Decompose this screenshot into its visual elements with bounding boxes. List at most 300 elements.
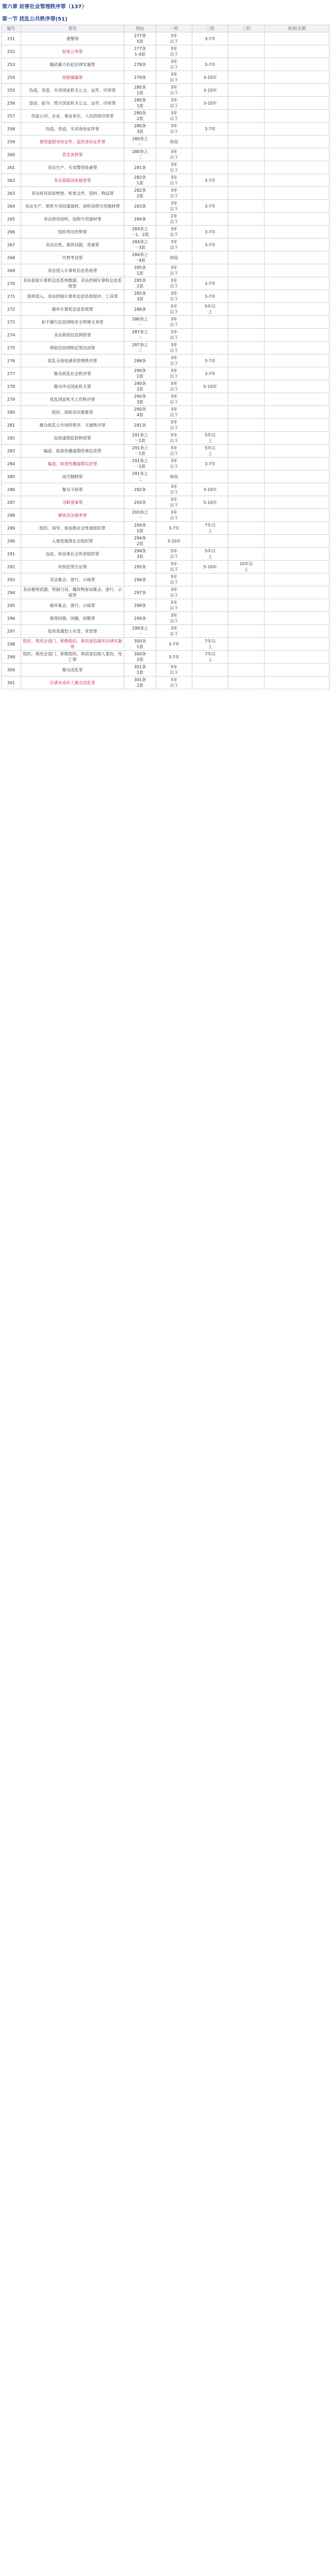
cell-tier-2: 5年以 上 bbox=[192, 548, 228, 561]
header-cell: 刑法 bbox=[124, 25, 156, 32]
cell-number: 296 bbox=[2, 612, 21, 625]
cell-tier-1: 3年 以下 bbox=[156, 123, 192, 135]
cell-tier-3 bbox=[228, 535, 265, 548]
cell-number: 262 bbox=[2, 174, 21, 187]
cell-death-life bbox=[265, 676, 329, 689]
table-row bbox=[2, 393, 329, 406]
cell-death-life bbox=[265, 535, 329, 548]
cell-number: 257 bbox=[2, 110, 21, 123]
cell-tier-3 bbox=[228, 393, 265, 406]
cell-death-life bbox=[265, 548, 329, 561]
cell-crime-name: 破坏计算机信息系统罪 bbox=[21, 303, 124, 316]
cell-tier-2: 3-7年 bbox=[192, 290, 228, 303]
cell-number: 279 bbox=[2, 393, 21, 406]
table-row bbox=[2, 367, 329, 380]
cell-tier-3 bbox=[228, 135, 265, 148]
cell-crime-name: 伪造公司、企业、事业单位、人民团体印章罪 bbox=[21, 110, 124, 123]
cell-death-life bbox=[265, 45, 329, 58]
table-row bbox=[2, 483, 329, 496]
cell-death-life bbox=[265, 561, 329, 573]
cell-article: 290条 4款 bbox=[124, 406, 156, 419]
table-row bbox=[2, 123, 329, 135]
cell-article: 280条 1款 bbox=[124, 84, 156, 97]
table-row bbox=[2, 342, 329, 354]
table-row bbox=[2, 316, 329, 329]
cell-article: 297条 bbox=[124, 586, 156, 599]
cell-tier-3 bbox=[228, 638, 265, 651]
cell-tier-2 bbox=[192, 187, 228, 200]
cell-tier-1: 3年 以下 bbox=[156, 367, 192, 380]
cell-number: 297 bbox=[2, 625, 21, 638]
cell-article: 291条之 二 bbox=[124, 470, 156, 483]
table-row bbox=[2, 651, 329, 664]
cell-crime-name: 聚众扰乱公共场所秩序、交通秩序罪 bbox=[21, 419, 124, 432]
cell-death-life bbox=[265, 612, 329, 625]
cell-number: 268 bbox=[2, 251, 21, 264]
cell-tier-2: 5年以 上 bbox=[192, 432, 228, 445]
cell-tier-2: 3-7年 bbox=[192, 123, 228, 135]
cell-tier-2: 3-7年 bbox=[192, 457, 228, 470]
cell-crime-name: 非法出售、提供试题、答案罪 bbox=[21, 239, 124, 251]
cell-tier-2: 3-7年 bbox=[192, 239, 228, 251]
cell-tier-3 bbox=[228, 226, 265, 239]
cell-tier-2 bbox=[192, 599, 228, 612]
cell-death-life bbox=[265, 264, 329, 277]
cell-crime-name: 组织、领导、参加黑社会性质组织罪 bbox=[21, 522, 124, 535]
table-row bbox=[2, 664, 329, 676]
cell-tier-3 bbox=[228, 470, 265, 483]
cell-tier-2: 3-7年 bbox=[192, 226, 228, 239]
cell-crime-name: 伪造、变造、买卖身份证件罪 bbox=[21, 123, 124, 135]
cell-number: 276 bbox=[2, 354, 21, 367]
cell-number: 290 bbox=[2, 535, 21, 548]
cell-death-life bbox=[265, 135, 329, 148]
cell-number: 282 bbox=[2, 432, 21, 445]
cell-tier-2: 3-7年 bbox=[192, 200, 228, 213]
cell-tier-2 bbox=[192, 419, 228, 432]
cell-crime-name: 提供侵入、非法控制计算机信息系统程序、工具罪 bbox=[21, 290, 124, 303]
cell-tier-1: 3年 以下 bbox=[156, 316, 192, 329]
cell-death-life bbox=[265, 226, 329, 239]
cell-crime-name: 代替考试罪 bbox=[21, 251, 124, 264]
cell-tier-2: 5-10年 bbox=[192, 380, 228, 393]
cell-number: 251 bbox=[2, 32, 21, 45]
cell-tier-3 bbox=[228, 239, 265, 251]
cell-tier-2: 7年以 上 bbox=[192, 638, 228, 651]
table-row bbox=[2, 32, 329, 45]
cell-tier-1: 3年 以下 bbox=[156, 329, 192, 342]
cell-crime-name: 非法集会、游行、示威罪 bbox=[21, 573, 124, 586]
cell-number: 261 bbox=[2, 161, 21, 174]
cell-number: 264 bbox=[2, 200, 21, 213]
cell-number: 300 bbox=[2, 664, 21, 676]
cell-article: 280条之 二 bbox=[124, 148, 156, 161]
cell-tier-2: 5-10年 bbox=[192, 561, 228, 573]
cell-death-life bbox=[265, 393, 329, 406]
cell-crime-name: 冒名顶替罪 bbox=[21, 148, 124, 161]
cell-number: 267 bbox=[2, 239, 21, 251]
cell-death-life bbox=[265, 58, 329, 71]
cell-crime-name: 编造、故意传播虚假恐怖信息罪 bbox=[21, 445, 124, 457]
cell-article: 286条 bbox=[124, 303, 156, 316]
cell-number: 266 bbox=[2, 226, 21, 239]
cell-number: 283 bbox=[2, 445, 21, 457]
cell-tier-2: 3-7年 bbox=[192, 367, 228, 380]
cell-tier-2: 3-7年 bbox=[192, 354, 228, 367]
cell-tier-2: 3-7年 bbox=[192, 277, 228, 290]
cell-death-life bbox=[265, 123, 329, 135]
cell-tier-2 bbox=[192, 148, 228, 161]
cell-tier-2 bbox=[192, 625, 228, 638]
cell-tier-1: 3年 以下 bbox=[156, 277, 192, 290]
header-cell: 二档 bbox=[192, 25, 228, 32]
cell-number: 301 bbox=[2, 676, 21, 689]
cell-tier-2 bbox=[192, 535, 228, 548]
table-row bbox=[2, 226, 329, 239]
cell-number: 271 bbox=[2, 290, 21, 303]
cell-number: 292 bbox=[2, 561, 21, 573]
cell-tier-1: 3年 以下 bbox=[156, 226, 192, 239]
cell-article: 295条 bbox=[124, 561, 156, 573]
cell-tier-1: 3年 以下 bbox=[156, 161, 192, 174]
cell-tier-2 bbox=[192, 509, 228, 522]
cell-article: 284条之 一3款 bbox=[124, 239, 156, 251]
cell-article: 280条之 一 bbox=[124, 135, 156, 148]
cell-crime-name: 包庇、纵容黑社会性质组织罪 bbox=[21, 548, 124, 561]
cell-article: 277条 1-4款 bbox=[124, 45, 156, 58]
cell-tier-1: 3年 以下 bbox=[156, 110, 192, 123]
cell-death-life bbox=[265, 470, 329, 483]
cell-tier-3 bbox=[228, 303, 265, 316]
cell-article: 285条 3款 bbox=[124, 290, 156, 303]
cell-tier-1: 3年 以下 bbox=[156, 174, 192, 187]
cell-article: 282条 2款 bbox=[124, 187, 156, 200]
cell-death-life bbox=[265, 148, 329, 161]
cell-crime-name: 招摇撞骗罪 bbox=[21, 71, 124, 84]
cell-article: 292条 bbox=[124, 483, 156, 496]
cell-tier-2: 7年以 上 bbox=[192, 522, 228, 535]
cell-tier-3: 10年以 上 bbox=[228, 561, 265, 573]
table-row bbox=[2, 277, 329, 290]
cell-article: 294条 2款 bbox=[124, 535, 156, 548]
header-cell: 一档 bbox=[156, 25, 192, 32]
cell-death-life bbox=[265, 483, 329, 496]
cell-tier-3 bbox=[228, 419, 265, 432]
cell-tier-1: 3年 以下 bbox=[156, 187, 192, 200]
cell-tier-3 bbox=[228, 496, 265, 509]
cell-tier-1: 3年 以下 bbox=[156, 290, 192, 303]
cell-death-life bbox=[265, 110, 329, 123]
cell-article: 277条 5款 bbox=[124, 32, 156, 45]
cell-tier-3 bbox=[228, 58, 265, 71]
cell-crime-name: 非法携带武器、管制刀具、爆炸物参加集会、游行、示威罪 bbox=[21, 586, 124, 599]
cell-death-life bbox=[265, 638, 329, 651]
cell-number: 272 bbox=[2, 303, 21, 316]
cell-tier-1: 3年 以下 bbox=[156, 509, 192, 522]
cell-article: 300条 2款 bbox=[124, 651, 156, 664]
cell-crime-name: 非法使用窃听、窃照专用器材罪 bbox=[21, 213, 124, 226]
cell-tier-2 bbox=[192, 676, 228, 689]
chapter-title: 第六章 妨害社会管理秩序罪（137） bbox=[2, 4, 87, 10]
cell-article: 280条 2款 bbox=[124, 110, 156, 123]
table-row bbox=[2, 419, 329, 432]
cell-crime-name: 侮辱国旗、国徽、国歌罪 bbox=[21, 612, 124, 625]
cell-crime-name: 伪造、变造、买卖国家机关公文、证件、印章罪 bbox=[21, 84, 124, 97]
cell-article: 301条 1款 bbox=[124, 664, 156, 676]
table-row bbox=[2, 200, 329, 213]
cell-tier-2 bbox=[192, 316, 228, 329]
cell-tier-1: 3年 以下 bbox=[156, 148, 192, 161]
cell-number: 298 bbox=[2, 638, 21, 651]
cell-death-life bbox=[265, 161, 329, 174]
cell-tier-3 bbox=[228, 277, 265, 290]
cell-crime-name: 传授犯罪方法罪 bbox=[21, 561, 124, 573]
cell-article: 290条 3款 bbox=[124, 393, 156, 406]
table-row bbox=[2, 174, 329, 187]
cell-tier-1: 5年 以下 bbox=[156, 380, 192, 393]
cell-article: 290条 2款 bbox=[124, 380, 156, 393]
cell-tier-2 bbox=[192, 329, 228, 342]
cell-number: 270 bbox=[2, 277, 21, 290]
cell-death-life bbox=[265, 573, 329, 586]
cell-number: 252 bbox=[2, 45, 21, 58]
cell-article: 291条之 一1款 bbox=[124, 432, 156, 445]
cell-article: 288条 bbox=[124, 354, 156, 367]
cell-tier-2 bbox=[192, 45, 228, 58]
cell-article: 299条之 一 bbox=[124, 625, 156, 638]
cell-death-life bbox=[265, 522, 329, 535]
cell-tier-2 bbox=[192, 586, 228, 599]
cell-tier-3 bbox=[228, 380, 265, 393]
cell-number: 291 bbox=[2, 548, 21, 561]
cell-crime-name: 使用虚假身份证件、盗用身份证件罪 bbox=[21, 135, 124, 148]
cell-number: 281 bbox=[2, 419, 21, 432]
cell-death-life bbox=[265, 586, 329, 599]
cell-tier-1: 5年 以下 bbox=[156, 445, 192, 457]
cell-tier-3 bbox=[228, 548, 265, 561]
cell-article: 283条 bbox=[124, 200, 156, 213]
cell-tier-1: 3年 以下 bbox=[156, 264, 192, 277]
cell-crime-name: 催收非法债务罪 bbox=[21, 509, 124, 522]
header-cell: 罪名 bbox=[21, 25, 124, 32]
table-row bbox=[2, 573, 329, 586]
cell-tier-3 bbox=[228, 676, 265, 689]
cell-death-life bbox=[265, 213, 329, 226]
cell-crime-name: 非法利用信息网络罪 bbox=[21, 329, 124, 342]
cell-tier-3 bbox=[228, 599, 265, 612]
cell-crime-name: 高空抛物罪 bbox=[21, 470, 124, 483]
cell-number: 275 bbox=[2, 342, 21, 354]
cell-tier-2: 5-10年 bbox=[192, 496, 228, 509]
table-row bbox=[2, 586, 329, 599]
cell-number: 285 bbox=[2, 470, 21, 483]
cell-crime-name: 聚众斗殴罪 bbox=[21, 483, 124, 496]
cell-tier-1: 3-7年 bbox=[156, 638, 192, 651]
cell-article: 284条之 一1、2款 bbox=[124, 226, 156, 239]
cell-article: 294条 1款 bbox=[124, 522, 156, 535]
cell-tier-2: 3-7年 bbox=[192, 32, 228, 45]
cell-tier-2 bbox=[192, 264, 228, 277]
cell-article: 285条 1款 bbox=[124, 264, 156, 277]
cell-death-life bbox=[265, 445, 329, 457]
cell-article: 279条 bbox=[124, 71, 156, 84]
cell-tier-2: 3-7年 bbox=[192, 58, 228, 71]
cell-tier-3 bbox=[228, 316, 265, 329]
cell-death-life bbox=[265, 200, 329, 213]
cell-number: 274 bbox=[2, 329, 21, 342]
cell-crime-name: 非法生产、销售专用间谍器材、窃听窃照专用器材罪 bbox=[21, 200, 124, 213]
cell-tier-3 bbox=[228, 200, 265, 213]
cell-death-life bbox=[265, 290, 329, 303]
cell-crime-name: 袭警罪 bbox=[21, 32, 124, 45]
cell-number: 293 bbox=[2, 573, 21, 586]
cell-tier-2 bbox=[192, 161, 228, 174]
cell-number: 288 bbox=[2, 509, 21, 522]
header-cell: 死刑/无期 bbox=[265, 25, 329, 32]
cell-number: 299 bbox=[2, 651, 21, 664]
table-row bbox=[2, 110, 329, 123]
cell-tier-1: 拘役 bbox=[156, 135, 192, 148]
table-row bbox=[2, 548, 329, 561]
cell-crime-name: 妨害公务罪 bbox=[21, 45, 124, 58]
cell-crime-name: 帮助信息网络犯罪活动罪 bbox=[21, 342, 124, 354]
cell-tier-1: 3-10年 bbox=[156, 535, 192, 548]
cell-tier-3 bbox=[228, 71, 265, 84]
cell-article: 298条 bbox=[124, 599, 156, 612]
cell-article: 287条之 二 bbox=[124, 342, 156, 354]
table-row bbox=[2, 58, 329, 71]
cell-number: 278 bbox=[2, 380, 21, 393]
table-row bbox=[2, 264, 329, 277]
cell-article: 291条之 一1款 bbox=[124, 445, 156, 457]
cell-number: 280 bbox=[2, 406, 21, 419]
cell-article: 282条 1款 bbox=[124, 174, 156, 187]
cell-article: 286条之 一 bbox=[124, 316, 156, 329]
table-row bbox=[2, 303, 329, 316]
table-row bbox=[2, 522, 329, 535]
table-row bbox=[2, 84, 329, 97]
cell-tier-3 bbox=[228, 97, 265, 110]
cell-tier-3 bbox=[228, 651, 265, 664]
cell-tier-2 bbox=[192, 213, 228, 226]
cell-death-life bbox=[265, 342, 329, 354]
cell-tier-2 bbox=[192, 110, 228, 123]
cell-death-life bbox=[265, 509, 329, 522]
cell-death-life bbox=[265, 84, 329, 97]
cell-tier-3 bbox=[228, 329, 265, 342]
cell-article: 284条 bbox=[124, 213, 156, 226]
table-row bbox=[2, 509, 329, 522]
table-row bbox=[2, 445, 329, 457]
cell-tier-3 bbox=[228, 290, 265, 303]
cell-death-life bbox=[265, 367, 329, 380]
cell-tier-3 bbox=[228, 161, 265, 174]
cell-tier-2 bbox=[192, 406, 228, 419]
table-row bbox=[2, 187, 329, 200]
table-row bbox=[2, 97, 329, 110]
table-row bbox=[2, 561, 329, 573]
cell-tier-1: 5年 以下 bbox=[156, 432, 192, 445]
cell-crime-name: 组织、利用会道门、邪教组织、利用迷信致人重伤、死亡罪 bbox=[21, 651, 124, 664]
cell-crime-name: 扰乱无线电通讯管理秩序罪 bbox=[21, 354, 124, 367]
table-row bbox=[2, 135, 329, 148]
cell-number: 284 bbox=[2, 457, 21, 470]
cell-crime-name: 非法持有国家绝密、机密文件、资料、物品罪 bbox=[21, 187, 124, 200]
cell-tier-1: 5年 以下 bbox=[156, 573, 192, 586]
cell-tier-3 bbox=[228, 354, 265, 367]
cell-crime-name: 寻衅滋事罪 bbox=[21, 496, 124, 509]
cell-death-life bbox=[265, 187, 329, 200]
cell-tier-1: 3年 以下 bbox=[156, 84, 192, 97]
cell-number: 254 bbox=[2, 71, 21, 84]
cell-tier-2 bbox=[192, 612, 228, 625]
cell-crime-name: 投放虚假危险物质罪 bbox=[21, 432, 124, 445]
cell-death-life bbox=[265, 651, 329, 664]
table-row bbox=[2, 457, 329, 470]
cell-article: 294条 3款 bbox=[124, 548, 156, 561]
cell-article: 296条 bbox=[124, 573, 156, 586]
table-row bbox=[2, 213, 329, 226]
cell-number: 253 bbox=[2, 58, 21, 71]
cell-number: 286 bbox=[2, 483, 21, 496]
cell-death-life bbox=[265, 599, 329, 612]
cell-number: 294 bbox=[2, 586, 21, 599]
cell-article: 280条 1款 bbox=[124, 97, 156, 110]
cell-tier-2: 3-10年 bbox=[192, 483, 228, 496]
cell-tier-2 bbox=[192, 393, 228, 406]
cell-tier-3 bbox=[228, 110, 265, 123]
cell-tier-3 bbox=[228, 187, 265, 200]
cell-crime-name: 煽动暴力抗拒法律实施罪 bbox=[21, 58, 124, 71]
cell-article: 281条 bbox=[124, 161, 156, 174]
cell-tier-3 bbox=[228, 174, 265, 187]
cell-tier-2 bbox=[192, 342, 228, 354]
cell-death-life bbox=[265, 32, 329, 45]
header-cell: 编号 bbox=[2, 25, 21, 32]
table-row bbox=[2, 612, 329, 625]
cell-number: 289 bbox=[2, 522, 21, 535]
cell-number: 295 bbox=[2, 599, 21, 612]
table-row bbox=[2, 638, 329, 651]
cell-tier-1: 5年 以下 bbox=[156, 496, 192, 509]
cell-tier-3 bbox=[228, 457, 265, 470]
cell-tier-3 bbox=[228, 342, 265, 354]
cell-tier-1: 5年 以下 bbox=[156, 561, 192, 573]
table-row bbox=[2, 599, 329, 612]
cell-tier-1: 3年 以下 bbox=[156, 354, 192, 367]
cell-article: 291条之 一2款 bbox=[124, 457, 156, 470]
cell-tier-1: 3年 以下 bbox=[156, 97, 192, 110]
cell-tier-1: 拘役 bbox=[156, 251, 192, 264]
table-row bbox=[2, 535, 329, 548]
cell-tier-1: 3年 以下 bbox=[156, 612, 192, 625]
cell-tier-1: 3年 以下 bbox=[156, 457, 192, 470]
cell-tier-3 bbox=[228, 45, 265, 58]
cell-article: 280条 3款 bbox=[124, 123, 156, 135]
cell-tier-3 bbox=[228, 432, 265, 445]
cell-tier-1: 5年 以下 bbox=[156, 419, 192, 432]
cell-death-life bbox=[265, 303, 329, 316]
cell-tier-1: 2年 以下 bbox=[156, 213, 192, 226]
table-row bbox=[2, 625, 329, 638]
cell-crime-name: 非法生产、买卖警用装备罪 bbox=[21, 161, 124, 174]
cell-number: 287 bbox=[2, 496, 21, 509]
cell-death-life bbox=[265, 251, 329, 264]
cell-tier-3 bbox=[228, 586, 265, 599]
cell-crime-name: 入境发展黑社会组织罪 bbox=[21, 535, 124, 548]
cell-tier-1: 3年 以下 bbox=[156, 393, 192, 406]
cell-tier-2 bbox=[192, 135, 228, 148]
